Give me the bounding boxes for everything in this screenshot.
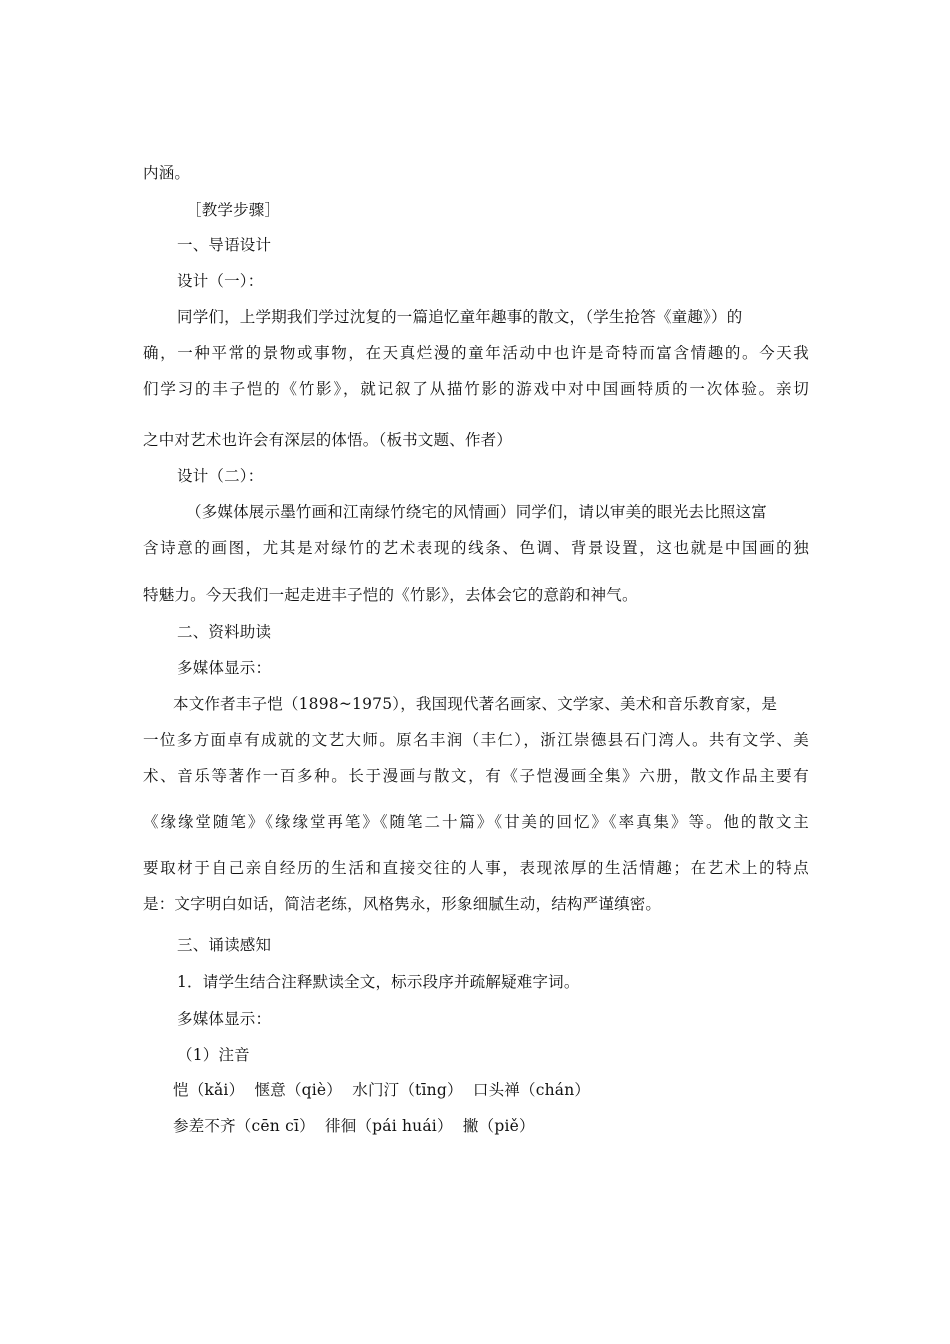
pronunciation-line: 恺（kǎi） 惬意（qiè） 水门汀（tīng） 口头禅（chán） [173, 1081, 591, 1099]
section-heading: 二、资料助读 [177, 623, 272, 641]
subheading: 设计（一）： [177, 272, 264, 290]
paragraph-line: 确，一种平常的景物或事物，在天真烂漫的童年活动中也许是奇特而富含情趣的。今天我 [143, 344, 809, 362]
subheading: （1）注音 [177, 1046, 250, 1064]
section-heading: 一、导语设计 [177, 236, 272, 254]
paragraph-line: 要取材于自己亲自经历的生活和直接交往的人事，表现浓厚的生活情趣；在艺术上的特点 [143, 859, 809, 877]
paragraph-line: 特魅力。今天我们一起走进丰子恺的《竹影》，去体会它的意韵和神气。 [143, 586, 638, 604]
section-heading: 三、诵读感知 [177, 936, 272, 954]
list-item: 1．请学生结合注释默读全文，标示段序并疏解疑难字词。 [177, 973, 580, 991]
paragraph-line: 本文作者丰子恺（1898~1975），我国现代著名画家、文学家、美术和音乐教育家，是 [173, 695, 778, 713]
subheading: 设计（二）： [177, 467, 264, 485]
paragraph-line: 同学们，上学期我们学过沈复的一篇追忆童年趣事的散文，（学生抢答《童趣》）的 [177, 308, 743, 326]
paragraph-line: （多媒体展示墨竹画和江南绿竹绕宅的风情画）同学们，请以审美的眼光去比照这富 [186, 503, 767, 521]
subheading: 多媒体显示： [177, 1010, 272, 1028]
text-line: 内涵。 [143, 164, 191, 182]
paragraph-line: 含诗意的画图，尤其是对绿竹的艺术表现的线条、色调、背景设置，这也就是中国画的独 [143, 539, 809, 557]
paragraph-line: 之中对艺术也许会有深层的体悟。（板书文题、作者） [143, 431, 513, 449]
paragraph-line: 们学习的丰子恺的《竹影》，就记叙了从描竹影的游戏中对中国画特质的一次体验。亲切 [143, 380, 809, 398]
paragraph-line: 一位多方面卓有成就的文艺大师。原名丰润（丰仁），浙江崇德县石门湾人。共有文学、美 [143, 731, 809, 749]
paragraph-line: 术、音乐等著作一百多种。长于漫画与散文，有《子恺漫画全集》六册，散文作品主要有 [143, 767, 809, 785]
section-heading: ［教学步骤］ [186, 201, 281, 219]
paragraph-line: 是：文字明白如话，简洁老练，风格隽永，形象细腻生动，结构严谨缜密。 [143, 895, 662, 913]
subheading: 多媒体显示： [177, 659, 272, 677]
paragraph-line: 《缘缘堂随笔》《缘缘堂再笔》《随笔二十篇》《甘美的回忆》《率真集》等。他的散文主 [143, 813, 809, 831]
pronunciation-line: 参差不齐（cēn cī） 徘徊（pái huái） 撇（piě） [173, 1117, 535, 1135]
